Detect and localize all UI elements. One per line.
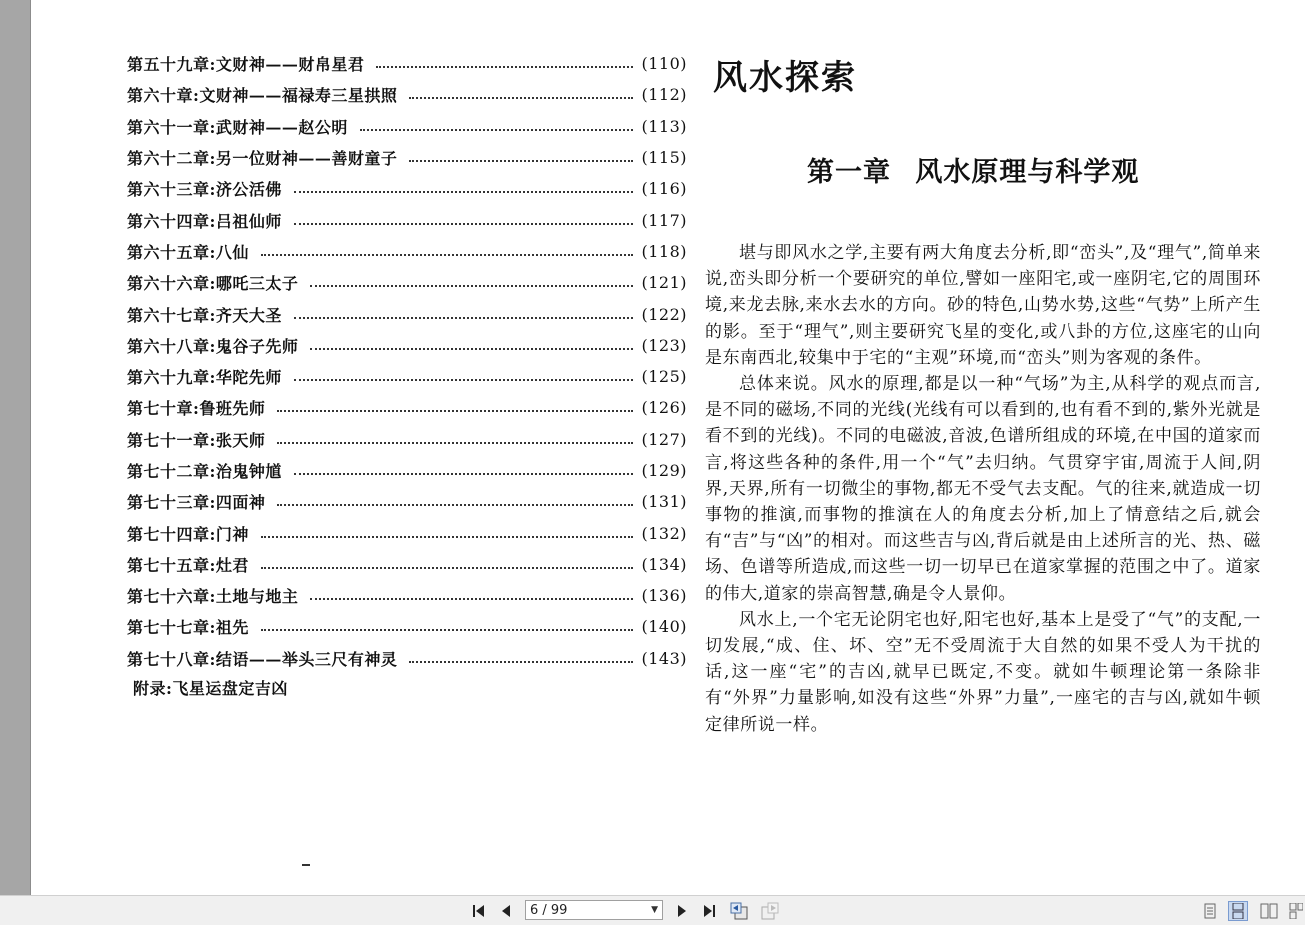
- toc-entry: [127, 517, 687, 548]
- toc-entry-title: 第六十章:文财神——福禄寿三星拱照: [127, 86, 398, 106]
- toc-entry: [127, 48, 687, 79]
- toc-entry-title: 第七十七章:祖先: [127, 618, 249, 638]
- toc-entry-title: 第七十章:鲁班先师: [127, 399, 266, 419]
- toc-dot-leader: [376, 65, 633, 68]
- facing-view-icon[interactable]: [1259, 901, 1279, 921]
- toc-entry-page: (136): [641, 586, 687, 606]
- toc-dot-leader: [310, 347, 633, 350]
- toc-entry-page: (122): [641, 304, 687, 324]
- scan-speck: [302, 864, 310, 866]
- toc-entry-page: (140): [641, 617, 687, 637]
- toc-entry-page: (116): [641, 179, 687, 199]
- toc-entry: [127, 611, 687, 642]
- toc-entry: [127, 549, 687, 580]
- toc-entry-page: (123): [641, 335, 687, 355]
- bottom-toolbar: [0, 895, 1305, 925]
- toc-entry-title: 第六十二章:另一位财神——善财童子: [127, 149, 398, 169]
- toc-entry: [127, 173, 687, 204]
- toc-entry-title: 第七十三章:四面神: [127, 493, 266, 513]
- toc-entry-title: 第六十一章:武财神——赵公明: [127, 117, 348, 137]
- toc-entry-page: (126): [641, 398, 687, 418]
- toc-entry: [127, 486, 687, 517]
- toc-entry-page: (131): [641, 492, 687, 512]
- toc-entry: [127, 267, 687, 298]
- prev-page-icon[interactable]: [496, 901, 516, 921]
- toc-dot-leader: [294, 222, 634, 225]
- toc-dot-leader: [294, 378, 634, 381]
- toc-entry-title: 第六十四章:吕祖仙师: [127, 211, 282, 231]
- toc-entry-title: 第七十四章:门神: [127, 524, 249, 544]
- toc-dot-leader: [261, 253, 634, 256]
- toc-entry-title: 第六十五章:八仙: [127, 242, 249, 262]
- toc-dot-leader: [409, 96, 633, 99]
- continuous-view-icon[interactable]: [1228, 901, 1248, 921]
- toc-dot-leader: [277, 503, 633, 506]
- toc-entry-title: 第六十七章:齐天大圣: [127, 305, 282, 325]
- toc-entry: [127, 455, 687, 486]
- toc-entry-title: 第七十二章:治鬼钟馗: [127, 462, 282, 481]
- first-page-icon[interactable]: [470, 901, 490, 921]
- toc-entry: [127, 204, 687, 235]
- back-icon[interactable]: [729, 901, 749, 921]
- toc-entry-page: (110): [641, 54, 687, 74]
- toc-dot-leader: [294, 472, 634, 475]
- single-page-view-icon[interactable]: [1200, 901, 1220, 921]
- toc-entry-page: (132): [641, 523, 687, 543]
- toc-entry-title: 第六十三章:济公活佛: [127, 180, 282, 200]
- chevron-down-icon: ▼: [651, 905, 658, 915]
- toc-entry-page: (112): [641, 85, 687, 105]
- toc-dot-leader: [261, 535, 634, 538]
- paragraph: 风水上,一个宅无论阴宅也好,阳宅也好,基本上是受了“气”的支配,一切发展,“成、住、坏、空”无不受周流于大自然的如果不受人为干扰的话,这一座“宅”的吉凶,就早已既定,不变。就如牛顿理论第一条除非有“外界”力量影响,如没有这些“外界”力量”,一座宅的吉与凶,就如牛顿定律所说一样。: [705, 609, 1261, 735]
- toc-entry: [127, 392, 687, 423]
- toc-dot-leader: [277, 409, 633, 412]
- toc-dot-leader: [277, 441, 633, 444]
- left-gutter: [0, 0, 31, 895]
- toc-entry-page: (143): [641, 648, 687, 668]
- document-spread: [31, 0, 1305, 895]
- toc-appendix: 附录:飞星运盘定吉凶: [133, 678, 288, 698]
- book-title: 风水探索: [713, 58, 857, 98]
- toc-dot-leader: [409, 159, 633, 162]
- toc-dot-leader: [310, 597, 633, 600]
- toc-entry: [127, 643, 687, 674]
- forward-icon[interactable]: [760, 901, 780, 921]
- toc-entry-page: (117): [641, 210, 687, 230]
- toc-entry-page: (125): [641, 367, 687, 387]
- toc-entry-title: 第七十六章:土地与地主: [127, 587, 299, 607]
- toc-entry: [127, 298, 687, 329]
- page-number-select[interactable]: [525, 900, 663, 920]
- table-of-contents: [127, 48, 687, 699]
- toc-entry-page: (121): [641, 273, 687, 293]
- toc-entry-title: 第六十八章:鬼谷子先师: [127, 336, 299, 356]
- toc-entry-title: 第七十八章:结语——举头三尺有神灵: [127, 649, 398, 669]
- toc-entry: [127, 361, 687, 392]
- toc-entry-page: (115): [641, 148, 687, 168]
- toc-entry-title: 第六十六章:哪吒三太子: [127, 274, 299, 294]
- toc-dot-leader: [261, 628, 634, 631]
- toc-dot-leader: [310, 284, 633, 287]
- toc-dot-leader: [294, 190, 634, 193]
- toc-entry-page: (118): [641, 241, 687, 261]
- toc-entry: [127, 142, 687, 173]
- toc-entry-page: (129): [641, 461, 687, 480]
- paragraph: 总体来说。风水的原理,都是以一种“气场”为主,从科学的观点而言,是不同的磁场,不同的光线(光线有可以看到的,也有看不到的,紫外光就是看不到的光线)。不同的电磁波,音波,色谱所组成的环境,在中国的道家而言,将这些各种的条件,用一个“气”去归纳。气贯穿宇宙,周流于人间,阴界,天界,所有一切微尘的事物,都无不受气去支配。气的往来,就造成一切事物的推演,而事物的推演在人的角度去分析,加上了情意结之后,就会有“吉”与“凶”的相对。而这些吉与凶,背后就是由上述所言的光、热、磁场、色谱等所造成,而这些一切一切早已在道家掌握的范围之中了。道家的伟大,道家的崇高智慧,确是令人景仰。: [705, 374, 1261, 604]
- toc-entry: [127, 79, 687, 110]
- page-number-value: 6 / 99: [530, 902, 568, 918]
- toc-dot-leader: [409, 660, 633, 663]
- toc-entry: [127, 236, 687, 267]
- toc-entry-title: 第七十五章:灶君: [127, 555, 249, 575]
- toc-dot-leader: [261, 566, 634, 569]
- chapter-title: 第一章 风水原理与科学观: [807, 157, 1140, 188]
- paragraph: 堪与即风水之学,主要有两大角度去分析,即“峦头”,及“理气”,简单来说,峦头即分析一个要研究的单位,譬如一座阳宅,或一座阴宅,它的周围环境,来龙去脉,来水去水的方向。砂的特色,山势水势,这些“气势”上所产生的影。至于“理气”,则主要研究飞星的变化,或八卦的方位,这座宅的山向是东南西北,较集中于宅的“主观”环境,而“峦头”则为客观的条件。: [705, 243, 1261, 368]
- toc-entry: [127, 424, 687, 455]
- facing-continuous-view-icon[interactable]: [1287, 901, 1305, 921]
- toc-entry: [127, 111, 687, 142]
- toc-dot-leader: [360, 128, 634, 131]
- toc-dot-leader: [294, 316, 634, 319]
- toc-entry-page: (134): [641, 554, 687, 574]
- toc-entry-title: 第五十九章:文财神——财帛星君: [127, 55, 365, 75]
- body-text: [705, 240, 1261, 738]
- toc-entry: [127, 330, 687, 361]
- toc-entry-page: (113): [641, 116, 687, 136]
- toc-entry-title: 第七十一章:张天师: [127, 430, 266, 450]
- last-page-icon[interactable]: [698, 901, 718, 921]
- toc-entry-page: (127): [641, 429, 687, 449]
- toc-entry-title: 第六十九章:华陀先师: [127, 368, 282, 388]
- next-page-icon[interactable]: [672, 901, 692, 921]
- toc-entry: [127, 580, 687, 611]
